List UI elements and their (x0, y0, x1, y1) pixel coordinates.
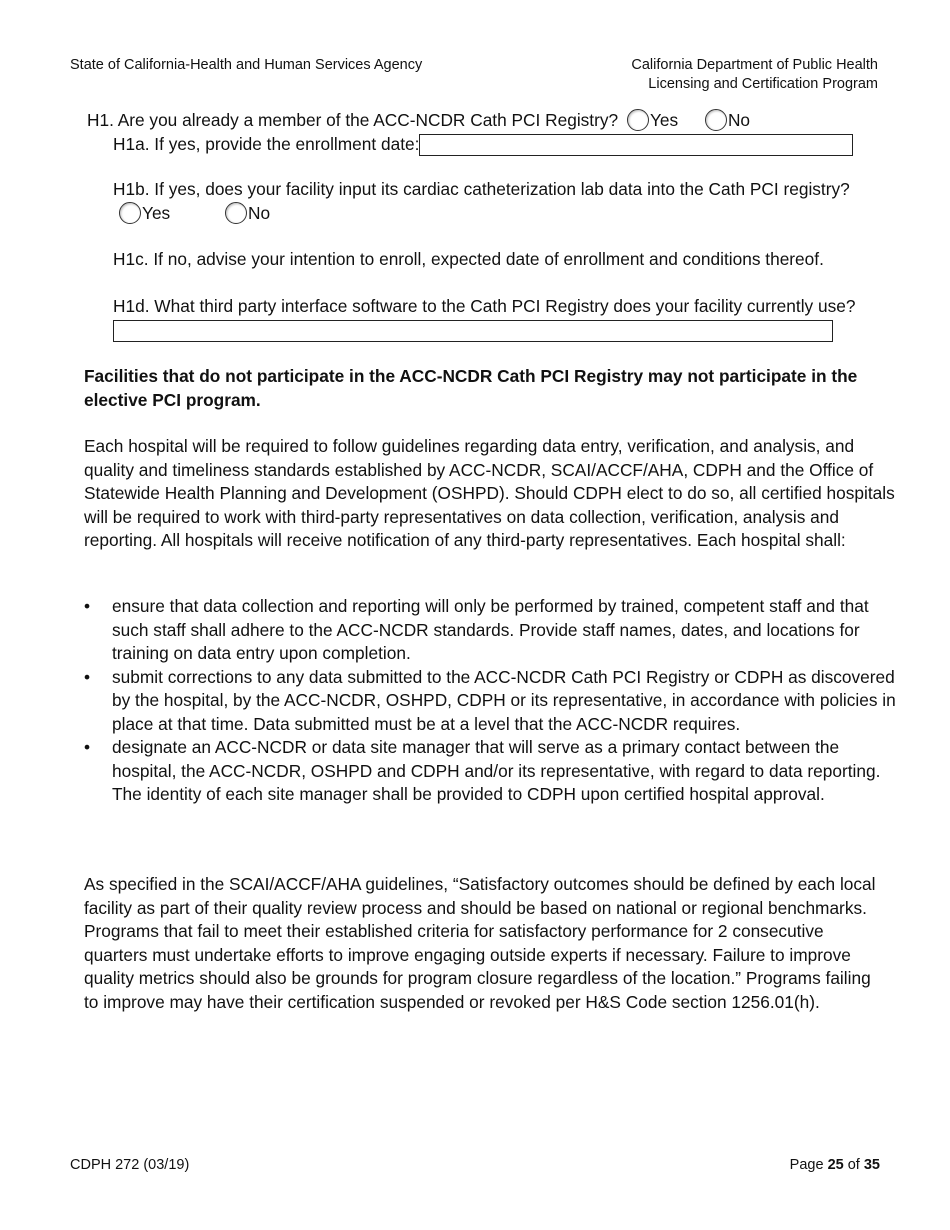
page-prefix: Page (789, 1157, 824, 1173)
h1-label: H1. Are you already a member of the ACC-NCDR Cath PCI Registry? (87, 110, 619, 130)
page-of: of (847, 1157, 860, 1173)
h1b-label: H1b. If yes, does your facility input its cardiac catheterization lab data into the Cath PCI registry? (113, 179, 850, 199)
h1-yes-label: Yes (649, 110, 679, 130)
question-h1 (87, 109, 750, 133)
requirements-paragraph: Each hospital will be required to follow guidelines regarding data entry, verification, and analysis, and quality and timeliness standards established by ACC-NCDR, SCAI/ACCF/AHA, CDPH and the Office of Statewide Health Planning and Development (OSHPD). Should CDPH elect to do so, all certified hospitals will be required to work with third-party representatives on data collection, verification, analysis and reporting. All hospitals will receive notification of any third-party representatives. Each hospital shall: (84, 436, 895, 550)
participation-notice: Facilities that do not participate in the ACC-NCDR Cath PCI Registry may not participate in the elective PCI program. (84, 366, 858, 410)
program-name: Licensing and Certification Program (648, 76, 878, 92)
enrollment-date-field[interactable] (419, 134, 853, 156)
list-item: • ensure that data collection and reporting will only be performed by trained, competent staff and that such staff shall adhere to the ACC-NCDR standards. Provide staff names, dates, and locations for training on data entry upon completion. (84, 595, 896, 666)
question-h1c: H1c. If no, advise your intention to enroll, expected date of enrollment and conditions thereof. (113, 249, 824, 269)
h1d-label: H1d. What third party interface software to the Cath PCI Registry does your facility currently use? (113, 296, 856, 316)
current-page: 25 (827, 1157, 844, 1173)
list-item: • submit corrections to any data submitted to the ACC-NCDR Cath PCI Registry or CDPH as discovered by the hospital, by the ACC-NCDR, OSHPD, CDPH or its representative, in accordance with policies in place at that time. Data submitted must be at a level that the ACC-NCDR requires. (84, 666, 896, 737)
department-header (631, 56, 878, 94)
h1-no-radio[interactable] (705, 109, 727, 131)
page-number (790, 1156, 880, 1175)
total-pages: 35 (863, 1157, 880, 1173)
question-h1d (113, 295, 883, 342)
h1a-label: H1a. If yes, provide the enrollment date: (113, 134, 420, 154)
h1-no-label: No (727, 110, 751, 130)
form-number: CDPH 272 (03/19) (70, 1157, 190, 1173)
question-h1a (113, 133, 853, 157)
question-h1b (113, 178, 853, 225)
h1b-yes-label: Yes (142, 202, 171, 223)
list-item: • designate an ACC-NCDR or data site manager that will serve as a primary contact between the hospital, the ACC-NCDR, OSHPD and CDPH and/or its representative, with regard to data reporting. The identity of each site manager shall be provided to CDPH upon certified hospital approval. (84, 736, 896, 807)
department-name: California Department of Public Health (631, 57, 878, 73)
outcomes-paragraph: As specified in the SCAI/ACCF/AHA guidelines, “Satisfactory outcomes should be defined by each local facility as part of their quality review process and should be based on national or regional benchmarks. Programs that fail to meet their established criteria for satisfactory performance for 2 consecutive quarters must undertake efforts to improve engaging outside experts if necessary. Failure to improve quality metrics should also be grounds for program closure regardless of the location.” Programs failing to improve may have their certification suspended or revoked per H&S Code section 1256.01(h). (84, 874, 876, 1012)
agency-header: State of California-Health and Human Services Agency (70, 57, 423, 73)
interface-software-field[interactable] (113, 320, 833, 342)
h1-yes-radio[interactable] (627, 109, 649, 131)
h1b-yes-radio[interactable] (119, 202, 141, 224)
h1b-no-label: No (248, 202, 271, 223)
hospital-obligations-list (84, 595, 896, 807)
h1b-no-radio[interactable] (225, 202, 247, 224)
